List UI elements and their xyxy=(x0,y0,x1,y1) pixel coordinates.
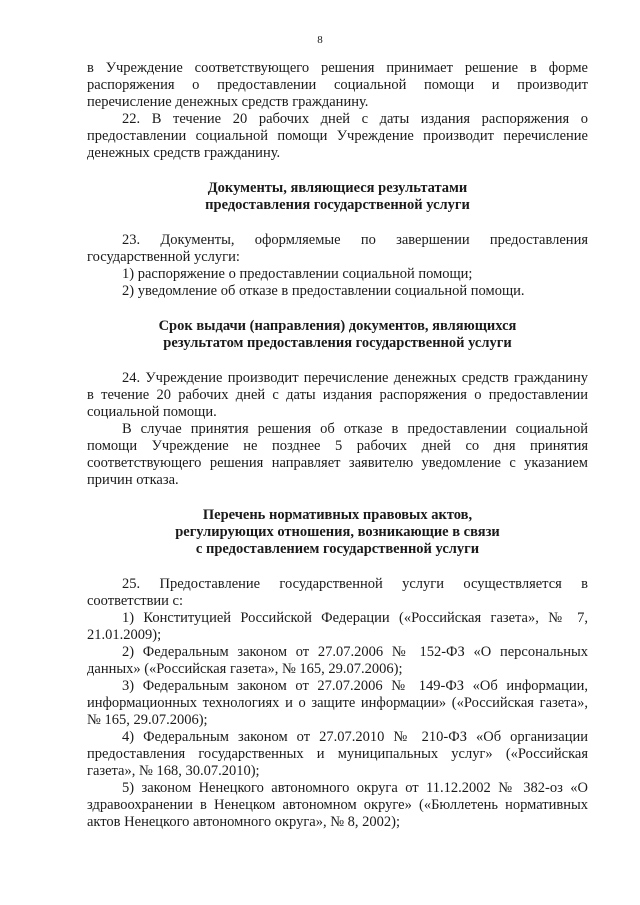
list-item-25-1: 1) Конституцией Российской Федерации («Российская газета», № 7, 21.01.2009); xyxy=(87,610,588,643)
paragraph-24-refusal: В случае принятия решения об отказе в предоставлении социальной помощи Учреждение не позднее 5 рабочих дней со дня принятия соответствующего решения направляет заявителю уведомление с указанием причин отказа. xyxy=(87,421,588,488)
paragraph-24: 24. Учреждение производит перечисление денежных средств гражданину в течение 20 рабочих дней с даты издания распоряжения о предоставлении социальной помощи. xyxy=(87,370,588,420)
list-item-25-5: 5) законом Ненецкого автономного округа от 11.12.2002 № 382-оз «О здравоохранении в Ненецком автономном округе» («Бюллетень нормативных актов Ненецкого автономного округа», № 8, 2002); xyxy=(87,780,588,830)
list-item-25-2: 2) Федеральным законом от 27.07.2006 № 152-ФЗ «О персональных данных» («Российская газета», № 165, 29.07.2006); xyxy=(87,644,588,677)
section-heading-term: Срок выдачи (направления) документов, являющихся результатом предоставления государственной услуги xyxy=(158,318,517,351)
list-item-23-2: 2) уведомление об отказе в предоставлении социальной помощи. xyxy=(122,283,525,299)
paragraph-22: 22. В течение 20 рабочих дней с даты издания распоряжения о предоставлении социальной помощи Учреждение производит перечисление денежных средств гражданину. xyxy=(87,111,588,161)
paragraph-23: 23. Документы, оформляемые по завершении предоставления государственной услуги: xyxy=(87,232,588,265)
section-heading-results: Документы, являющиеся результатами предоставления государственной услуги xyxy=(205,180,470,213)
section-heading-legal-acts: Перечень нормативных правовых актов, регулирующих отношения, возникающие в связи с предоставлением государственной услуги xyxy=(175,507,500,557)
list-item-25-3: 3) Федеральным законом от 27.07.2006 № 149-ФЗ «Об информации, информационных технологиях и о защите информации» («Российская газета», № 165, 29.07.2006); xyxy=(87,678,588,728)
list-item-25-4: 4) Федеральным законом от 27.07.2010 № 210-ФЗ «Об организации предоставления государственных и муниципальных услуг» («Российская газета», № 168, 30.07.2010); xyxy=(87,729,588,779)
list-item-23-1: 1) распоряжение о предоставлении социальной помощи; xyxy=(122,266,473,282)
document-body xyxy=(87,60,588,831)
paragraph-25: 25. Предоставление государственной услуги осуществляется в соответствии с: xyxy=(87,576,588,609)
paragraph-continuation: в Учреждение соответствующего решения принимает решение в форме распоряжения о предоставлении социальной помощи и производит перечисление денежных средств гражданину. xyxy=(87,60,588,110)
page-number: 8 xyxy=(317,34,323,46)
